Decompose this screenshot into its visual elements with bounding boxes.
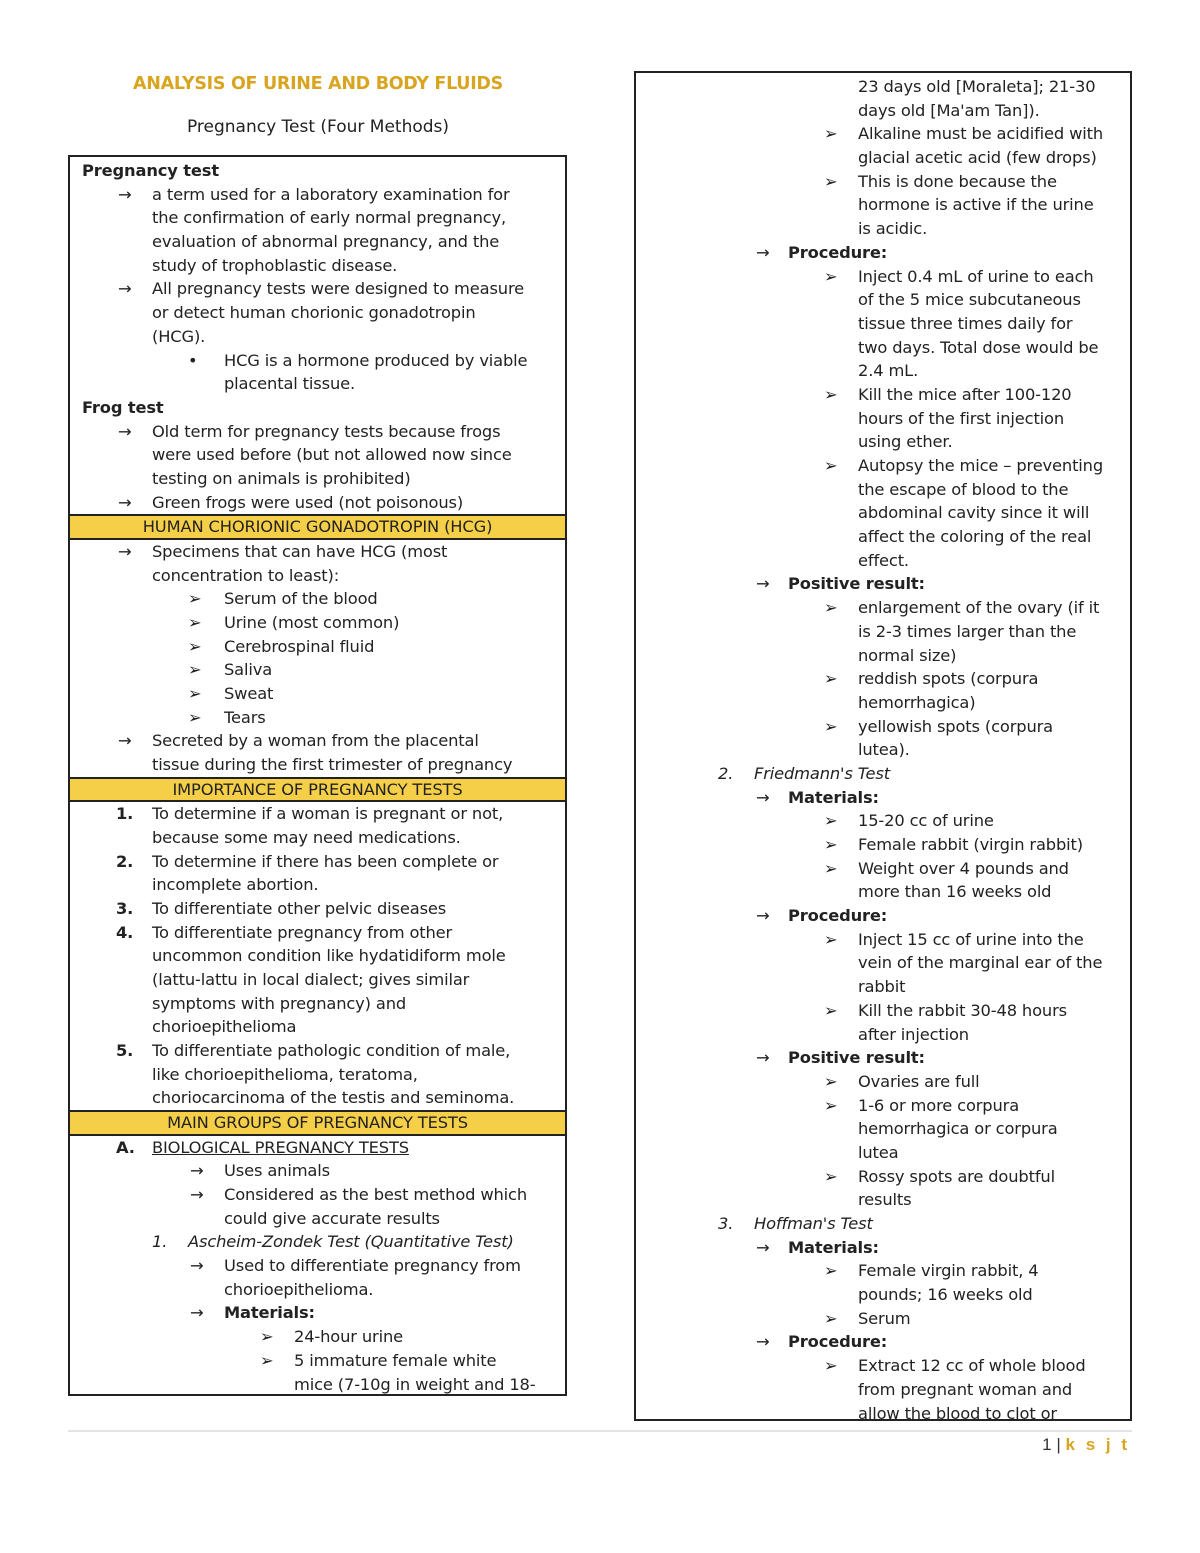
line-text: (HCG). (152, 326, 206, 346)
bullet-marker: ➢ (824, 669, 838, 689)
line-text: chorioepithelioma. (224, 1279, 374, 1299)
line-text: Procedure: (788, 1332, 888, 1352)
line-text: 15-20 cc of urine (858, 811, 994, 831)
line-text: Inject 0.4 mL of urine to each (858, 266, 1094, 286)
line-text: Ovaries are full (858, 1071, 980, 1091)
text-line (70, 1254, 565, 1278)
text-line (636, 454, 1130, 478)
line-text: after injection (858, 1024, 969, 1044)
bullet-marker: ➢ (824, 1071, 838, 1091)
bullet-marker: ➢ (824, 716, 838, 736)
text-line (70, 611, 565, 635)
line-text: Cerebrospinal fluid (224, 636, 375, 656)
bullet-marker: ➢ (824, 1166, 838, 1186)
bullet-marker: → (756, 906, 770, 926)
text-line (636, 122, 1130, 146)
line-text: is 2-3 times larger than the (858, 621, 1077, 641)
line-text: affect the coloring of the real (858, 527, 1092, 547)
line-text: mice (7-10g in weight and 18- (294, 1374, 536, 1394)
text-line (636, 1094, 1130, 1118)
bullet-marker: 3. (718, 1214, 734, 1233)
line-text: Green frogs were used (not poisonous) (152, 492, 464, 512)
text-line (70, 396, 565, 420)
bullet-marker: ➢ (824, 1095, 838, 1115)
line-text: results (858, 1190, 912, 1210)
text-line (70, 729, 565, 753)
line-text: Kill the mice after 100-120 (858, 384, 1072, 404)
text-line (636, 359, 1130, 383)
text-line (70, 587, 565, 611)
line-text: placental tissue. (224, 374, 356, 394)
line-text: Positive result: (788, 1048, 925, 1068)
line-text: more than 16 weeks old (858, 882, 1052, 902)
bullet-marker: 5. (116, 1041, 134, 1061)
document-title: ANALYSIS OF URINE AND BODY FLUIDS (133, 74, 503, 94)
line-text: To determine if a woman is pregnant or not, (152, 804, 504, 824)
text-line (636, 1070, 1130, 1094)
document-subtitle: Pregnancy Test (Four Methods) (186, 117, 450, 137)
line-text: Old term for pregnancy tests because frogs (152, 421, 501, 441)
line-text: Alkaline must be acidified with (858, 124, 1104, 144)
line-text: Specimens that can have HCG (most (152, 541, 448, 561)
text-line (636, 951, 1130, 975)
text-line (636, 336, 1130, 360)
bullet-marker: 1. (116, 804, 134, 824)
line-text: To determine if there has been complete or (152, 851, 499, 871)
bullet-marker: ➢ (824, 1308, 838, 1328)
text-line (636, 525, 1130, 549)
bullet-marker: 4. (116, 922, 134, 942)
line-text: from pregnant woman and (858, 1379, 1073, 1399)
line-text: symptoms with pregnancy) and (152, 993, 407, 1013)
text-line (70, 753, 565, 777)
line-text: Sweat (224, 683, 274, 703)
bullet-marker: ➢ (188, 636, 202, 656)
text-line (70, 1136, 565, 1160)
bullet-marker: → (190, 1185, 204, 1204)
line-text: testing on animals is prohibited) (152, 468, 411, 488)
page-footer (1042, 1435, 1130, 1455)
text-line (636, 1117, 1130, 1141)
text-line (636, 644, 1130, 668)
line-text: choriocarcinoma of the testis and seminoma. (152, 1088, 515, 1108)
line-text: To differentiate pregnancy from other (152, 922, 453, 942)
line-text: hemorrhagica) (858, 692, 976, 712)
bullet-marker: ➢ (824, 456, 838, 475)
line-text: lutea). (858, 740, 910, 760)
bullet-marker: ➢ (824, 1000, 838, 1020)
text-line (636, 833, 1130, 857)
section-header: MAIN GROUPS OF PREGNANCY TESTS (70, 1110, 565, 1136)
text-line (636, 1259, 1130, 1283)
text-line (636, 407, 1130, 431)
text-line (70, 1349, 565, 1373)
text-line (70, 1015, 565, 1039)
bullet-marker: → (756, 1332, 770, 1352)
text-line (636, 1354, 1130, 1378)
text-line (636, 501, 1130, 525)
line-text: because some may need medications. (152, 827, 461, 847)
bullet-marker: ➢ (824, 835, 838, 854)
line-text: allow the blood to clot or (858, 1403, 1057, 1421)
text-line (70, 944, 565, 968)
line-text: 24-hour urine (294, 1327, 403, 1347)
text-line (70, 491, 565, 515)
text-line (70, 706, 565, 730)
line-text: Secreted by a woman from the placental (152, 731, 479, 751)
line-text: using ether. (858, 432, 953, 452)
bullet-marker: ➢ (824, 929, 838, 949)
text-line (70, 1063, 565, 1087)
line-text: Procedure: (788, 906, 888, 926)
text-line (636, 1307, 1130, 1331)
footer-divider (68, 1430, 1132, 1432)
bullet-marker: 2. (718, 763, 734, 783)
text-line (70, 443, 565, 467)
bullet-marker: ➢ (824, 1356, 838, 1376)
bullet-marker: ➢ (824, 811, 838, 831)
text-line (636, 288, 1130, 312)
text-line (70, 873, 565, 897)
right-column-box (634, 71, 1132, 1421)
text-line (636, 1188, 1130, 1212)
text-line (70, 159, 565, 183)
line-text: hormone is active if the urine (858, 195, 1094, 215)
text-line (70, 921, 565, 945)
line-text: hours of the first injection (858, 408, 1065, 428)
bullet-marker: ➢ (824, 598, 838, 618)
bullet-marker: → (756, 242, 770, 262)
text-line (636, 170, 1130, 194)
line-text: Weight over 4 pounds and (858, 858, 1069, 878)
bullet-marker: ➢ (824, 124, 838, 144)
text-line (636, 975, 1130, 999)
line-text: 2.4 mL. (858, 361, 919, 381)
line-text: (lattu-lattu in local dialect; gives similar (152, 970, 470, 989)
text-line (636, 265, 1130, 289)
text-line (636, 1165, 1130, 1189)
bullet-marker: → (118, 184, 132, 204)
bullet-marker: 1. (152, 1232, 168, 1252)
bullet-marker: → (118, 541, 132, 561)
text-line (70, 540, 565, 564)
bullet-marker: → (190, 1303, 204, 1323)
line-text: Considered as the best method which (224, 1185, 528, 1204)
text-line (636, 596, 1130, 620)
line-text: tissue three times daily for (858, 313, 1073, 333)
line-text: Uses animals (224, 1161, 330, 1181)
text-line (70, 992, 565, 1016)
line-text: concentration to least): (152, 565, 340, 585)
bullet-marker: A. (116, 1137, 135, 1157)
line-text: Extract 12 cc of whole blood (858, 1356, 1086, 1376)
line-text: chorioepithelioma (152, 1017, 297, 1037)
text-line (636, 1378, 1130, 1402)
text-line (636, 809, 1130, 833)
text-line (636, 691, 1130, 715)
line-text: the escape of blood to the (858, 479, 1069, 499)
text-line (70, 1159, 565, 1183)
page-number: 1 (1042, 1435, 1052, 1454)
bullet-marker: ➢ (188, 707, 202, 727)
bullet-marker: → (756, 574, 770, 594)
line-text: effect. (858, 550, 909, 570)
line-text: Saliva (224, 660, 273, 680)
line-text: HCG is a hormone produced by viable (224, 350, 528, 370)
bullet-marker: ➢ (260, 1350, 274, 1370)
text-line (70, 897, 565, 921)
line-text: is acidic. (858, 219, 928, 239)
line-text: Serum (858, 1308, 911, 1328)
line-text: hemorrhagica or corpura (858, 1119, 1058, 1139)
section-header: HUMAN CHORIONIC GONADOTROPIN (HCG) (70, 514, 565, 540)
bullet-marker: ➢ (260, 1327, 274, 1347)
line-text: rabbit (858, 977, 906, 997)
line-text: enlargement of the ovary (if it (858, 598, 1100, 618)
text-line (636, 146, 1130, 170)
text-line (636, 762, 1130, 786)
text-line (70, 635, 565, 659)
line-text: Used to differentiate pregnancy from (224, 1256, 521, 1276)
line-text: abdominal cavity since it will (858, 503, 1090, 523)
line-text: Pregnancy test (82, 161, 219, 180)
footer-brand: k s j t (1065, 1435, 1130, 1454)
line-text: reddish spots (corpura (858, 669, 1039, 689)
line-text: BIOLOGICAL PREGNANCY TESTS (152, 1137, 409, 1157)
text-line (636, 193, 1130, 217)
bullet-marker: → (118, 731, 132, 751)
text-line (636, 241, 1130, 265)
line-text: a term used for a laboratory examination for (152, 184, 510, 204)
line-text: the confirmation of early normal pregnancy, (152, 208, 507, 228)
line-text: Ascheim-Zondek Test (Quantitative Test) (188, 1232, 514, 1252)
line-text: yellowish spots (corpura (858, 716, 1053, 736)
text-line (70, 277, 565, 301)
bullet-marker: → (756, 1237, 770, 1257)
text-line (636, 572, 1130, 596)
text-line (70, 1278, 565, 1302)
text-line (70, 968, 565, 992)
line-text: 5 immature female white (294, 1350, 497, 1370)
text-line (70, 1325, 565, 1349)
line-text: or detect human chorionic gonadotropin (152, 303, 476, 323)
text-line (70, 850, 565, 874)
line-text: Urine (most common) (224, 612, 400, 632)
text-line (70, 1039, 565, 1063)
bullet-marker: → (190, 1161, 204, 1181)
text-line (636, 857, 1130, 881)
line-text: Female rabbit (virgin rabbit) (858, 835, 1083, 854)
text-line (636, 217, 1130, 241)
bullet-marker: 2. (116, 851, 134, 871)
line-text: incomplete abortion. (152, 875, 319, 895)
line-text: Materials: (788, 1237, 879, 1257)
text-line (70, 564, 565, 588)
line-text: study of trophoblastic disease. (152, 255, 398, 275)
text-line (70, 1373, 565, 1397)
bullet-marker: ➢ (188, 660, 202, 680)
text-line (70, 802, 565, 826)
text-line (636, 1236, 1130, 1260)
text-line (70, 1086, 565, 1110)
line-text: Frog test (82, 397, 164, 417)
text-line (636, 715, 1130, 739)
line-text: days old [Ma'am Tan]). (858, 100, 1040, 120)
text-line (636, 738, 1130, 762)
text-line (70, 372, 565, 396)
line-text: Female virgin rabbit, 4 (858, 1261, 1039, 1281)
line-text: Materials: (788, 787, 879, 807)
text-line (636, 1283, 1130, 1307)
line-text: lutea (858, 1142, 899, 1162)
text-line (70, 301, 565, 325)
text-line (70, 682, 565, 706)
text-line (636, 880, 1130, 904)
line-text: 23 days old [Moraleta]; 21-30 (858, 77, 1096, 96)
left-column-box (68, 155, 567, 1396)
bullet-marker: ➢ (824, 266, 838, 286)
text-line (636, 1141, 1130, 1165)
line-text: Inject 15 cc of urine into the (858, 929, 1084, 949)
text-line (636, 430, 1130, 454)
bullet-marker: ➢ (824, 171, 838, 191)
line-text: This is done because the (858, 171, 1057, 191)
line-text: Rossy spots are doubtful (858, 1166, 1055, 1186)
text-line (636, 1023, 1130, 1047)
line-text: To differentiate pathologic condition of male, (152, 1041, 511, 1061)
line-text: tissue during the first trimester of pregnancy (152, 755, 513, 774)
line-text: uncommon condition like hydatidiform mole (152, 946, 506, 966)
bullet-marker: ➢ (188, 683, 202, 703)
text-line (70, 349, 565, 373)
line-text: pounds; 16 weeks old (858, 1285, 1033, 1305)
bullet-marker: ➢ (824, 384, 838, 404)
line-text: Kill the rabbit 30-48 hours (858, 1000, 1067, 1020)
text-line (636, 312, 1130, 336)
line-text: were used before (but not allowed now since (152, 445, 512, 465)
bullet-marker: → (190, 1256, 204, 1276)
text-line (636, 75, 1130, 99)
text-line (636, 99, 1130, 123)
text-line (70, 183, 565, 207)
text-line (70, 1301, 565, 1325)
text-line (636, 383, 1130, 407)
line-text: could give accurate results (224, 1208, 440, 1228)
bullet-marker: → (118, 421, 132, 441)
line-text: like chorioepithelioma, teratoma, (152, 1064, 418, 1084)
line-text: Serum of the blood (224, 589, 378, 609)
bullet-marker: → (118, 492, 132, 512)
text-line (70, 1183, 565, 1207)
text-line (636, 1330, 1130, 1354)
bullet-marker: → (118, 279, 132, 299)
bullet-marker: → (756, 787, 770, 807)
section-header: IMPORTANCE OF PREGNANCY TESTS (70, 777, 565, 803)
text-line (636, 999, 1130, 1023)
bullet-marker: ➢ (188, 612, 202, 632)
text-line (636, 1402, 1130, 1422)
line-text: two days. Total dose would be (858, 337, 1099, 357)
bullet-marker: ➢ (188, 589, 202, 609)
line-text: 1-6 or more corpura (858, 1095, 1020, 1115)
bullet-marker: • (188, 350, 198, 370)
text-line (636, 549, 1130, 573)
line-text: of the 5 mice subcutaneous (858, 290, 1081, 310)
line-text: Autopsy the mice – preventing (858, 456, 1104, 475)
line-text: vein of the marginal ear of the (858, 953, 1103, 973)
text-line (636, 1046, 1130, 1070)
text-line (70, 1207, 565, 1231)
line-text: glacial acetic acid (few drops) (858, 148, 1097, 168)
text-line (636, 928, 1130, 952)
text-line (70, 230, 565, 254)
bullet-marker: ➢ (824, 858, 838, 878)
bullet-marker: ➢ (824, 1261, 838, 1281)
line-text: To differentiate other pelvic diseases (152, 898, 447, 918)
line-text: Positive result: (788, 574, 925, 594)
footer-separator: | (1056, 1435, 1061, 1454)
text-line (70, 420, 565, 444)
text-line (70, 325, 565, 349)
bullet-marker: → (756, 1048, 770, 1068)
text-line (70, 254, 565, 278)
text-line (636, 620, 1130, 644)
line-text: Materials: (224, 1303, 315, 1323)
text-line (636, 786, 1130, 810)
line-text: Tears (224, 707, 266, 727)
text-line (636, 1212, 1130, 1236)
text-line (70, 467, 565, 491)
text-line (70, 658, 565, 682)
line-text: normal size) (858, 645, 957, 665)
line-text: All pregnancy tests were designed to measure (152, 279, 525, 299)
text-line (636, 667, 1130, 691)
line-text: Friedmann's Test (754, 763, 890, 783)
text-line (70, 1230, 565, 1254)
text-line (636, 478, 1130, 502)
line-text: evaluation of abnormal pregnancy, and the (152, 232, 500, 252)
text-line (70, 206, 565, 230)
line-text: Hoffman's Test (754, 1214, 873, 1233)
line-text: Procedure: (788, 242, 888, 262)
text-line (636, 904, 1130, 928)
bullet-marker: 3. (116, 898, 134, 918)
text-line (70, 826, 565, 850)
